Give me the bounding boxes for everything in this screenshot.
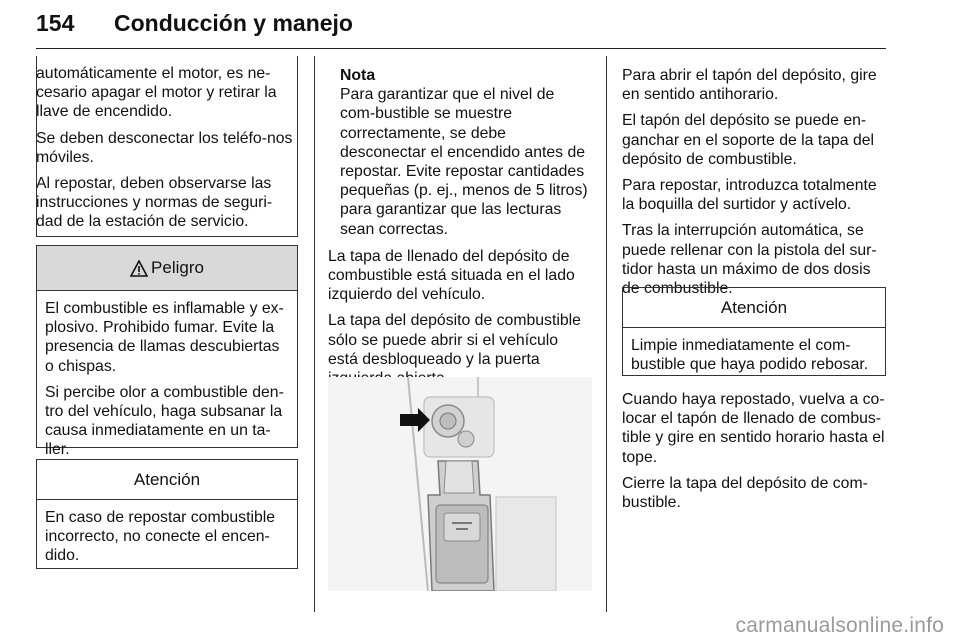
note (328, 66, 592, 239)
paragraph: El combustible es inflamable y ex-plosivo. Prohibido fumar. Evite la presencia de llamas descubiertas o chispas. (45, 300, 284, 375)
column-3-text (622, 66, 886, 305)
column-1-text (36, 64, 298, 239)
column-divider-1 (314, 56, 315, 612)
paragraph: Cuando haya repostado, vuelva a co-locar el tapón de llenado de combus-tible y gire en sentido horario hasta el tope. (622, 391, 885, 466)
paragraph: Cierre la tapa del depósito de com-bustible. (622, 474, 868, 512)
paragraph: automáticamente el motor, es ne-cesario apagar el motor y retirar la llave de encendido. (36, 65, 277, 121)
column-1-left-rule (36, 56, 37, 236)
attention-box-1-header (37, 460, 297, 500)
column-2-text (328, 66, 592, 421)
paragraph: Al repostar, deben observarse las instrucciones y normas de seguri-dad de la estación de servicio. (36, 175, 273, 231)
paragraph: Tras la interrupción automática, se puede rellenar con la pistola del sur-tidor hasta un máximo de dos dosis de combustible. (622, 222, 877, 298)
attention-box-2-header (623, 288, 885, 328)
attention-box-1-title: Atención (133, 469, 201, 489)
paragraph: Para repostar, introduzca totalmente la boquilla del surtidor y actívelo. (622, 177, 877, 214)
column-divider-2 (606, 56, 607, 612)
attention-box-1 (36, 459, 298, 569)
danger-box-header (37, 246, 297, 291)
danger-box (36, 245, 298, 459)
paragraph: Limpie inmediatamente el com-bustible que haya podido rebosar. (631, 337, 869, 374)
danger-box-body (37, 291, 297, 460)
warning-triangle-icon (130, 260, 148, 277)
page-number: 154 (36, 10, 75, 36)
column-1-bottom-rule (36, 236, 298, 237)
chapter-title: Conducción y manejo (114, 10, 353, 36)
paragraph: Para abrir el tapón del depósito, gire en sentido antihorario. (622, 67, 877, 104)
attention-box-2 (622, 287, 886, 376)
fuel-filler-flap-illustration (328, 377, 592, 591)
paragraph: La tapa del depósito de combustible sólo se puede abrir si el vehículo está desbloqueado y la puerta (328, 312, 581, 368)
danger-box-title: Peligro (151, 258, 204, 277)
attention-box-1-body (37, 500, 297, 566)
paragraph: La tapa de llenado del depósito de combustible está situada en el lado izquierdo del vehículo. (328, 247, 575, 304)
attention-box-2-title: Atención (720, 297, 788, 317)
note-title: Nota (340, 67, 376, 84)
paragraph: Si percibe olor a combustible den-tro del vehículo, haga subsanar la causa inmediatamente en un ta-ller. (45, 383, 284, 459)
header-rule (36, 48, 886, 49)
attention-box-2-body (623, 328, 885, 374)
watermark: carmanualsonline.info (735, 614, 944, 637)
column-1-right-rule (297, 56, 298, 236)
paragraph: Se deben desconectar los teléfo-nos móviles. (36, 129, 293, 166)
paragraph: En caso de repostar combustible incorrecto, no conecte el encen-dido. (45, 509, 276, 565)
column-3-text-after (622, 390, 886, 519)
note-text: Para garantizar que el nivel de com-bustible se muestre correctamente, se debe desconectar el encendido antes de repostar. Evite repostar cantidades pequeñas (p. ej., menos de 5 litros) para garantizar que las lecturas sean correctas. (340, 86, 588, 238)
paragraph: El tapón del depósito se puede en-ganchar en el soporte de la tapa del depósito de combustible. (622, 112, 875, 168)
